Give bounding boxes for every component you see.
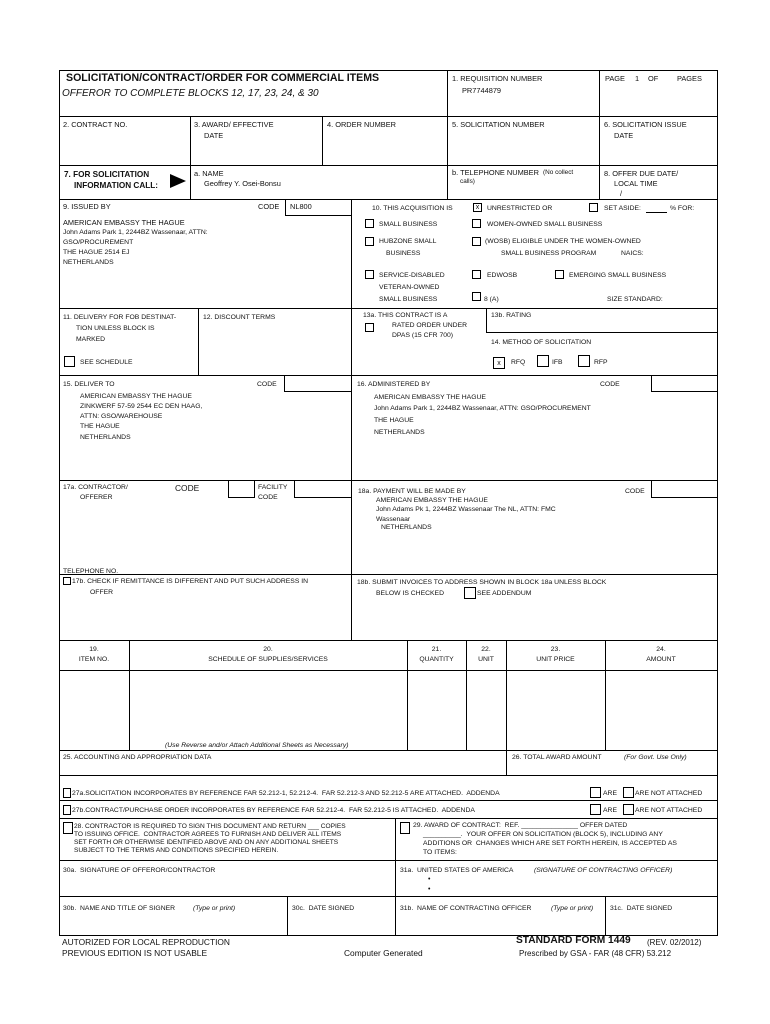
telephone-note: (No collect [543, 169, 574, 176]
payment-line: Wassenaar [376, 516, 411, 523]
rule [59, 800, 718, 801]
rule [59, 480, 718, 481]
solicitation-number-label: 5. SOLICITATION NUMBER [452, 120, 545, 129]
27b-are-label: ARE [603, 807, 617, 814]
27b-label: 27b.CONTRACT/PURCHASE ORDER INCORPORATES BY REFERENCE FAR 52.212-4. FAR 52.212-5 IS ATTACHED. ADDENDA [72, 807, 475, 814]
rule [599, 165, 600, 199]
ifb-label: IFB [552, 359, 563, 366]
col-unit-header: UNIT [478, 656, 494, 663]
set-aside-checkbox[interactable] [589, 203, 598, 212]
payment-line: NETHERLANDS [381, 524, 432, 531]
total-award-label: 26. TOTAL AWARD AMOUNT [512, 754, 602, 761]
info-call-label: 7. FOR SOLICITATION [64, 170, 150, 179]
facility-code-label-2: CODE [258, 494, 278, 501]
contract-no-label: 2. CONTRACT NO. [63, 120, 128, 129]
27b-are-not-label: ARE NOT ATTACHED [635, 807, 703, 814]
invoice-label-2: BELOW IS CHECKED [376, 590, 444, 597]
arrow-right-icon [170, 174, 186, 188]
deliver-to-line: ZINKWERF 57-59 2544 EC DEN HAAG, [80, 403, 203, 410]
rule [190, 116, 191, 165]
rule [59, 750, 718, 751]
rule [447, 70, 448, 116]
contact-name-label: a. NAME [194, 169, 224, 178]
signer-date-label: 30c. DATE SIGNED [292, 905, 355, 912]
page-of: OF [648, 74, 659, 83]
rule [351, 199, 352, 375]
fob-label-2: TION UNLESS BLOCK IS [76, 325, 155, 332]
footer-prescribed: Prescribed by GSA - FAR (48 CFR) 53.212 [519, 949, 672, 958]
rule [651, 497, 717, 498]
naics-label: NAICS: [621, 250, 644, 257]
method-label: 14. METHOD OF SOLICITATION [491, 339, 592, 346]
28-checkbox[interactable] [63, 822, 73, 834]
rule [59, 670, 718, 671]
27a-are-not-label: ARE NOT ATTACHED [635, 790, 703, 797]
rating-label: 13b. RATING [491, 312, 532, 319]
signer-name-label: 30b. NAME AND TITLE OF SIGNER [63, 905, 176, 912]
rule [59, 116, 718, 117]
col-quantity-number: 21. [431, 646, 442, 653]
col-amount-header: AMOUNT [646, 656, 676, 663]
rule-top [59, 70, 718, 71]
administered-by-line: NETHERLANDS [374, 429, 425, 436]
form-title: SOLICITATION/CONTRACT/ORDER FOR COMMERCIAL ITEMS [66, 72, 380, 84]
offer-due-slash: / [620, 189, 623, 198]
rule [651, 480, 652, 498]
col-schedule-header: SCHEDULE OF SUPPLIES/SERVICES [208, 656, 328, 663]
col-quantity-header: QUANTITY [419, 656, 454, 663]
usa-signature-note: (SIGNATURE OF CONTRACTING OFFICER) [534, 867, 673, 874]
rule [59, 375, 718, 376]
28-line: SUBJECT TO THE TERMS AND CONDITIONS SPECIFIED HEREIN. [74, 847, 279, 854]
rfp-checkbox[interactable] [578, 355, 590, 367]
rfq-checkbox[interactable]: x [493, 357, 505, 369]
rfp-label: RFP [594, 359, 608, 366]
29-line: ADDITIONS OR CHANGES WHICH ARE SET FORTH HEREIN, IS ACCEPTED AS [423, 840, 677, 847]
remittance-checkbox[interactable] [63, 577, 71, 585]
footer-computer-generated: Computer Generated [344, 948, 423, 958]
rule [351, 375, 352, 640]
edwosb-label: EDWOSB [487, 272, 518, 279]
deliver-to-line: ATTN: GSO/WAREHOUSE [80, 413, 163, 420]
issued-by-line: AMERICAN EMBASSY THE HAGUE [63, 218, 185, 227]
rule [59, 860, 718, 861]
signature-offeror-label: 30a. SIGNATURE OF OFFEROR/CONTRACTOR [63, 867, 216, 874]
footer-previous-edition: PREVIOUS EDITION IS NOT USABLE [62, 948, 208, 958]
info-call-label-2: INFORMATION CALL: [74, 181, 158, 190]
wosb-label: WOMEN-OWNED SMALL BUSINESS [487, 221, 603, 228]
rule [322, 116, 323, 165]
29-checkbox[interactable] [400, 822, 410, 834]
27b-checkbox[interactable] [63, 805, 71, 815]
rated-order-checkbox[interactable] [365, 323, 374, 332]
27b-are-checkbox[interactable] [590, 804, 601, 815]
sdvosb-label-2: VETERAN-OWNED [379, 284, 440, 291]
contact-name-value: Geoffrey Y. Osei-Bonsu [204, 179, 281, 188]
rule [59, 640, 718, 641]
emerging-checkbox[interactable] [555, 270, 564, 279]
administered-by-line: John Adams Park 1, 2244BZ Wassenaar, ATTN: GSO/PROCUREMENT [374, 405, 591, 412]
issued-by-line: THE HAGUE 2514 EJ [63, 249, 130, 256]
29-line: 29. AWARD OF CONTRACT: REF. _______________ OFFER DATED [413, 822, 628, 829]
small-business-checkbox[interactable] [365, 219, 374, 228]
28-line: 28. CONTRACTOR IS REQUIRED TO SIGN THIS DOCUMENT AND RETURN ___ COPIES [74, 823, 346, 830]
rule [59, 818, 718, 819]
28-line: TO ISSUING OFFICE. CONTRACTOR AGREES TO FURNISH AND DELIVER ALL ITEMS [74, 831, 342, 838]
29-line: __________. YOUR OFFER ON SOLICITATION (BLOCK 5), INCLUDING ANY [423, 831, 663, 838]
accounting-label: 25. ACCOUNTING AND APPROPRIATION DATA [63, 754, 212, 761]
rfq-label: RFQ [511, 359, 526, 366]
wosb-eligible-label-2: SMALL BUSINESS PROGRAM [501, 250, 597, 257]
sdvosb-label: SERVICE-DISABLED [379, 272, 445, 279]
hubzone-label: HUBZONE SMALL [379, 238, 437, 245]
rule [651, 391, 717, 392]
small-business-label: SMALL BUSINESS [379, 221, 438, 228]
requisition-value: PR7744879 [462, 86, 502, 95]
rule [59, 896, 718, 897]
size-standard-label: SIZE STANDARD: [607, 296, 663, 303]
page-number: 1 [635, 74, 640, 83]
rule [59, 165, 718, 166]
col-amount-number: 24. [656, 646, 666, 653]
rule [651, 375, 652, 392]
29-line: TO ITEMS: [423, 849, 457, 856]
set-aside-label: SET ASIDE: [604, 205, 641, 212]
administered-by-line: AMERICAN EMBASSY THE HAGUE [374, 394, 486, 401]
administered-by-label: 16. ADMINISTERED BY [357, 381, 431, 388]
issued-by-code-label: CODE [258, 202, 280, 211]
deliver-to-line: THE HAGUE [80, 423, 120, 430]
telephone-label: b. TELEPHONE NUMBER [452, 168, 539, 177]
rule [284, 391, 351, 392]
see-schedule-checkbox[interactable] [64, 356, 75, 367]
wosb-checkbox[interactable] [472, 219, 481, 228]
rule [486, 308, 487, 332]
administered-by-code-label: CODE [600, 381, 620, 388]
page-label: PAGE [605, 74, 625, 83]
fob-label-3: MARKED [76, 336, 106, 343]
rule [59, 574, 718, 575]
set-aside-blank [646, 212, 667, 213]
rule [284, 375, 285, 392]
hubzone-label-2: BUSINESS [386, 250, 421, 257]
fob-label: 11. DELIVERY FOR FOB DESTINAT- [63, 314, 177, 321]
facility-code-label: FACILITY [258, 484, 288, 491]
payment-line: John Adams Pk 1, 2244BZ Wassenaar The NL, ATTN: FMC [376, 506, 556, 513]
contractor-label-2: OFFERER [80, 494, 113, 501]
telephone-no-label: TELEPHONE NO. [63, 568, 119, 575]
rule [447, 116, 448, 165]
hubzone-checkbox[interactable] [365, 237, 374, 246]
27a-are-checkbox[interactable] [590, 787, 601, 798]
remittance-label: 17b. CHECK IF REMITTANCE IS DIFFERENT AND PUT SUCH ADDRESS IN [72, 578, 309, 585]
deliver-to-code-label: CODE [257, 381, 277, 388]
28-line: SET FORTH OR OTHERWISE IDENTIFIED ABOVE AND ON ANY ADDITIONAL SHEETS [74, 839, 339, 846]
see-addendum-label: SEE ADDENDUM [477, 590, 532, 597]
eight-a-label: 8 (A) [484, 296, 499, 303]
footer-authorized: AUTORIZED FOR LOCAL REPRODUCTION [62, 937, 230, 947]
usa-signature-label: 31a. UNITED STATES OF AMERICA [400, 867, 514, 874]
issue-date-label: 6. SOLICITATION ISSUE [604, 120, 687, 129]
col-item-number: 19. [89, 646, 99, 653]
issued-by-line: John Adams Park 1, 2244BZ Wassenaar, ATTN: [63, 229, 208, 236]
emerging-label: EMERGING SMALL BUSINESS [569, 272, 667, 279]
schedule-note: (Use Reverse and/or Attach Additional Sheets as Necessary) [165, 742, 349, 749]
unrestricted-label: UNRESTRICTED OR [487, 205, 553, 212]
telephone-note-2: calls) [460, 178, 475, 185]
payment-label: 18a. PAYMENT WILL BE MADE BY [358, 488, 466, 495]
27a-are-not-checkbox[interactable] [623, 787, 634, 798]
unrestricted-checkbox[interactable]: x [473, 203, 482, 212]
sdvosb-label-3: SMALL BUSINESS [379, 296, 438, 303]
ifb-checkbox[interactable] [537, 355, 549, 367]
offer-due-label-2: LOCAL TIME [614, 179, 658, 188]
col-item-no-header: ITEM NO. [78, 656, 110, 663]
rule [285, 215, 351, 216]
total-award-note: (For Govt. Use Only) [624, 754, 687, 761]
officer-name-label: 31b. NAME OF CONTRACTING OFFICER [400, 905, 532, 912]
rule [294, 497, 351, 498]
col-unit-number: 22. [481, 646, 491, 653]
footer-revision: (REV. 02/2012) [647, 938, 702, 947]
27a-are-label: ARE [603, 790, 617, 797]
rule [59, 775, 718, 776]
rule [285, 199, 286, 216]
rule [447, 165, 448, 199]
deliver-to-line: NETHERLANDS [80, 434, 131, 441]
pages-label: PAGES [677, 74, 702, 83]
rule [254, 480, 255, 498]
discount-terms-label: 12. DISCOUNT TERMS [203, 314, 276, 321]
27a-label: 27a.SOLICITATION INCORPORATES BY REFERENCE FAR 52.212-1, 52.212-4. FAR 52.212-3 AND 52.212-5 ARE ATTACHED. ADDENDA [72, 790, 500, 797]
form-subtitle: OFFEROR TO COMPLETE BLOCKS 12, 17, 23, 24, & 30 [62, 88, 319, 99]
payment-line: AMERICAN EMBASSY THE HAGUE [376, 497, 488, 504]
rule [228, 480, 229, 498]
signature-bullet: • [428, 886, 431, 893]
signature-bullet: • [428, 876, 431, 883]
issued-by-label: 9. ISSUED BY [63, 202, 111, 211]
rated-order-label: 13a. THIS CONTRACT IS A [363, 312, 448, 319]
rated-order-label-2: RATED ORDER UNDER [392, 322, 468, 329]
see-schedule-label: SEE SCHEDULE [80, 359, 133, 366]
administered-by-line: THE HAGUE [374, 417, 414, 424]
col-unit-price-number: 23. [550, 646, 561, 653]
contractor-label: 17a. CONTRACTOR/ [63, 484, 128, 491]
rule [190, 165, 191, 199]
set-aside-pct: % FOR: [670, 205, 695, 212]
signer-name-note: (Type or print) [193, 905, 236, 912]
deliver-to-label: 15. DELIVER TO [63, 381, 115, 388]
rule [395, 818, 396, 936]
27b-are-not-checkbox[interactable] [623, 804, 634, 815]
requisition-label: 1. REQUISITION NUMBER [452, 74, 543, 83]
deliver-to-line: AMERICAN EMBASSY THE HAGUE [80, 393, 192, 400]
issued-by-line: NETHERLANDS [63, 259, 114, 266]
wosb-eligible-checkbox[interactable] [472, 237, 481, 246]
officer-name-note: (Type or print) [551, 905, 594, 912]
officer-date-label: 31c. DATE SIGNED [610, 905, 673, 912]
rule [59, 199, 718, 200]
rule [287, 896, 288, 936]
footer-form-name: STANDARD FORM 1449 [516, 935, 631, 946]
rule [605, 896, 606, 936]
27a-checkbox[interactable] [63, 788, 71, 798]
award-date-label-2: DATE [204, 131, 224, 140]
rule [599, 116, 600, 165]
eight-a-checkbox[interactable] [472, 292, 481, 301]
invoice-label: 18b. SUBMIT INVOICES TO ADDRESS SHOWN IN BLOCK 18a UNLESS BLOCK [357, 579, 607, 586]
rule [599, 70, 600, 116]
rule [198, 308, 199, 375]
offer-due-label: 8. OFFER DUE DATE/ [604, 169, 679, 178]
rule [486, 332, 718, 333]
col-schedule-number: 20. [263, 646, 273, 653]
sdvosb-checkbox[interactable] [365, 270, 374, 279]
edwosb-checkbox[interactable] [472, 270, 481, 279]
acquisition-label: 10. THIS ACQUISITION IS [372, 205, 453, 212]
col-unit-price-header: UNIT PRICE [536, 656, 575, 663]
award-date-label: 3. AWARD/ EFFECTIVE [194, 120, 274, 129]
rated-order-label-3: DPAS (15 CFR 700) [392, 332, 454, 339]
see-addendum-checkbox[interactable] [464, 587, 476, 599]
issued-by-code-value: NL800 [290, 202, 312, 211]
rule [228, 497, 255, 498]
rule [294, 480, 295, 498]
remittance-label-2: OFFER [90, 589, 114, 596]
order-number-label: 4. ORDER NUMBER [327, 120, 396, 129]
contractor-code-label: CODE [175, 483, 200, 493]
wosb-eligible-label: (WOSB) ELIGIBLE UNDER THE WOMEN-OWNED [485, 238, 641, 245]
rule [59, 308, 718, 309]
issued-by-line: GSO/PROCUREMENT [63, 239, 134, 246]
payment-code-label: CODE [625, 488, 645, 495]
issue-date-label-2: DATE [614, 131, 634, 140]
